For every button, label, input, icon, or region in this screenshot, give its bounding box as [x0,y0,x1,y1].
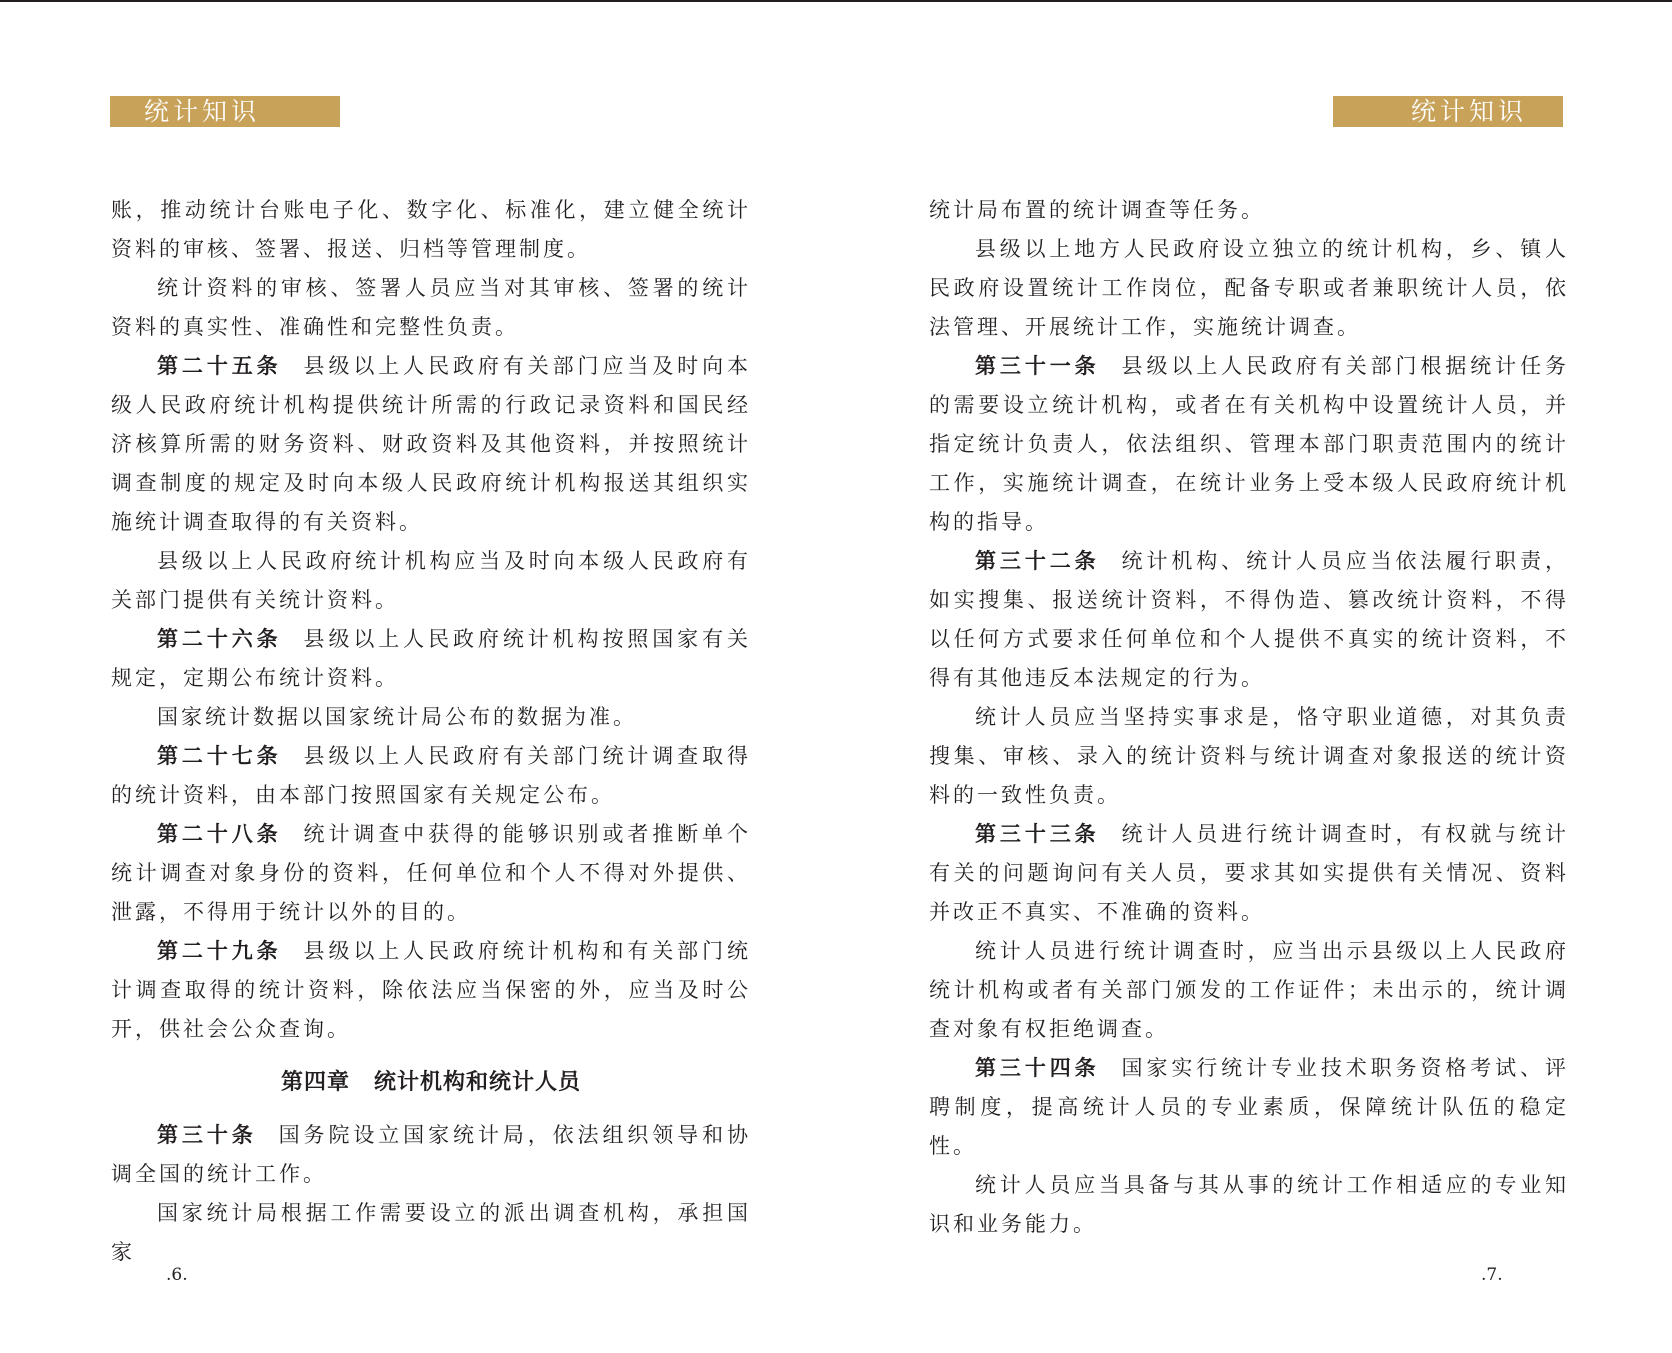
paragraph-text: 统计机构、统计人员应当依法履行职责，如实搜集、报送统计资料，不得伪造、篡改统计资料，不得以任何方式要求任何单位和个人提供不真实的统计资料，不得有其他违反本法规定的行为。 [929,549,1569,690]
paragraph [111,698,751,737]
paragraph-text: 统计人员进行统计调查时，应当出示县级以上人民政府统计机构或者有关部门颁发的工作证件；未出示的，统计调查对象有权拒绝调查。 [929,939,1569,1041]
paragraph [929,815,1569,932]
paragraph-text: 统计局布置的统计调查等任务。 [929,198,1265,222]
paragraph [111,1194,751,1272]
paragraph [111,815,751,932]
article-number: 第二十六条 [157,627,282,651]
paragraph-text: 统计调查中获得的能够识别或者推断单个统计调查对象身份的资料，任何单位和个人不得对外提供、泄露，不得用于统计以外的目的。 [111,822,751,924]
article-number: 第三十四条 [975,1056,1100,1080]
paragraph-text: 县级以上人民政府有关部门统计调查取得的统计资料，由本部门按照国家有关规定公布。 [111,744,751,807]
chapter-title: 统计机构和统计人员 [374,1070,582,1095]
left-header-tag: 统计知识 [110,96,340,127]
paragraph-text: 国家统计局根据工作需要设立的派出调查机构，承担国家 [111,1201,751,1264]
article-number: 第二十五条 [157,354,282,378]
paragraph [929,191,1569,230]
paragraph [929,347,1569,542]
chapter-number: 第四章 [280,1070,350,1095]
paragraph [111,1116,751,1194]
paragraph-text: 统计人员进行统计调查时，有权就与统计有关的问题询问有关人员，要求其如实提供有关情况、资料并改正不真实、不准确的资料。 [929,822,1569,924]
paragraph-text: 账，推动统计台账电子化、数字化、标准化，建立健全统计资料的审核、签署、报送、归档等管理制度。 [111,198,751,261]
paragraph [111,191,751,269]
article-number: 第二十七条 [157,744,282,768]
paragraph [111,269,751,347]
paragraph [929,1049,1569,1166]
right-header-tag: 统计知识 [1333,96,1563,127]
chapter-heading [111,1063,751,1102]
paragraph [929,1166,1569,1244]
right-page-body [929,191,1569,1244]
paragraph-text: 统计人员应当具备与其从事的统计工作相适应的专业知识和业务能力。 [929,1173,1569,1236]
paragraph-text: 县级以上人民政府有关部门应当及时向本级人民政府统计机构提供统计所需的行政记录资料和国民经济核算所需的财务资料、财政资料及其他资料，并按照统计调查制度的规定及时向本级人民政府统计机构报送其组织实施统计调查取得的有关资料。 [111,354,751,534]
article-number: 第三十条 [157,1123,257,1147]
article-number: 第三十一条 [975,354,1100,378]
paragraph [929,230,1569,347]
article-number: 第三十二条 [975,549,1100,573]
paragraph-text: 统计资料的审核、签署人员应当对其审核、签署的统计资料的真实性、准确性和完整性负责。 [111,276,751,339]
paragraph-text: 县级以上人民政府统计机构应当及时向本级人民政府有关部门提供有关统计资料。 [111,549,751,612]
paragraph-text: 县级以上地方人民政府设立独立的统计机构，乡、镇人民政府设置统计工作岗位，配备专职或者兼职统计人员，依法管理、开展统计工作，实施统计调查。 [929,237,1569,339]
paragraph-text: 国家实行统计专业技术职务资格考试、评聘制度，提高统计人员的专业素质，保障统计队伍的稳定性。 [929,1056,1569,1158]
left-page-paragraphs-after-chapter [111,1116,751,1272]
paragraph [929,542,1569,698]
left-page-body [111,191,751,1272]
paragraph-text: 县级以上人民政府有关部门根据统计任务的需要设立统计机构，或者在有关机构中设置统计人员，并指定统计负责人，依法组织、管理本部门职责范围内的统计工作，实施统计调查，在统计业务上受本级人民政府统计机构的指导。 [929,354,1569,534]
article-number: 第二十八条 [157,822,282,846]
right-page-number: .7. [1481,1265,1503,1285]
article-number: 第二十九条 [157,939,282,963]
paragraph [929,932,1569,1049]
paragraph [111,932,751,1049]
top-border-line [0,0,1672,2]
paragraph [929,698,1569,815]
paragraph-text: 国务院设立国家统计局，依法组织领导和协调全国的统计工作。 [111,1123,752,1186]
paragraph-text: 县级以上人民政府统计机构和有关部门统计调查取得的统计资料，除依法应当保密的外，应当及时公开，供社会公众查询。 [111,939,751,1041]
paragraph-text: 国家统计数据以国家统计局公布的数据为准。 [157,705,637,729]
article-number: 第三十三条 [975,822,1100,846]
left-page-paragraphs [111,191,751,1049]
paragraph [111,620,751,698]
paragraph [111,347,751,542]
paragraph [111,542,751,620]
paragraph-text: 统计人员应当坚持实事求是，恪守职业道德，对其负责搜集、审核、录入的统计资料与统计调查对象报送的统计资料的一致性负责。 [929,705,1569,807]
paragraph [111,737,751,815]
right-page-paragraphs [929,191,1569,1244]
paragraph-text: 县级以上人民政府统计机构按照国家有关规定，定期公布统计资料。 [111,627,751,690]
left-page-number: .6. [166,1265,188,1285]
